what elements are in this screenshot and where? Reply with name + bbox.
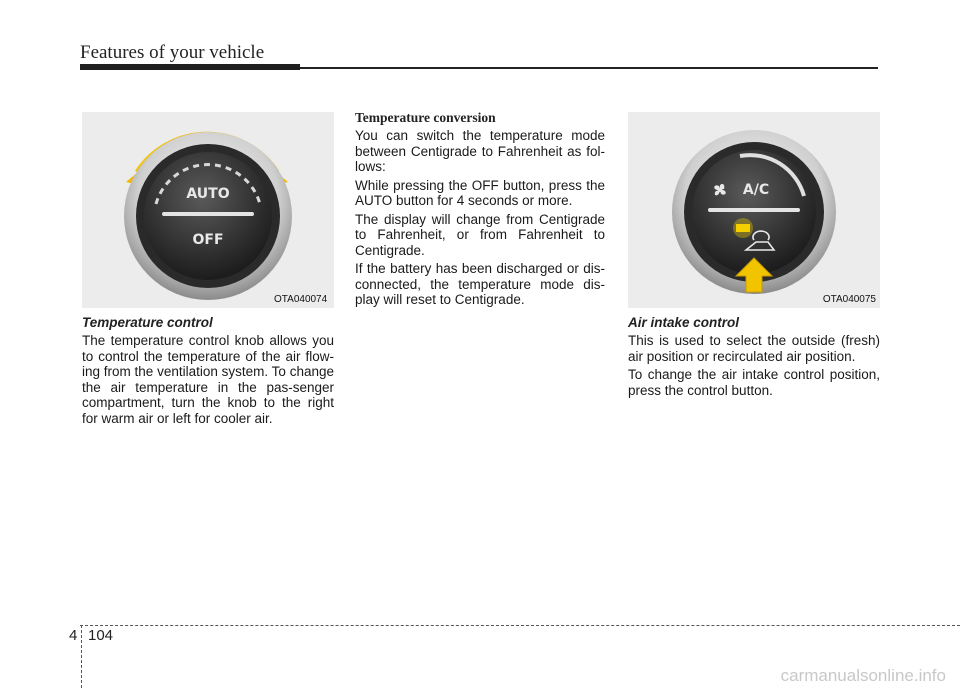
air-intake-paragraph-2: To change the air intake control position, press the control button. [628,367,880,398]
conversion-paragraph-3: The display will change from Centigrade to Fahrenheit, or from Fahrenheit to Centigrade. [355,211,605,258]
header-rule-accent [80,64,300,70]
auto-button-label: AUTO [186,186,230,202]
figure-code: OTA040074 [274,294,328,305]
temperature-control-paragraph: The temperature control knob allows you to control the temperature of the air flow-ing from the ventilation system. To change the air temperature in the pas-senger compartment, turn the knob to the right for warm air or left for cooler air. [82,333,334,426]
watermark: carmanualsonline.info [780,666,946,685]
air-intake-illustration [628,112,880,308]
air-intake-text [628,333,880,401]
temperature-knob-figure [82,112,334,308]
figure-code: OTA040075 [822,294,876,305]
footer-rule [80,625,960,626]
air-intake-paragraph-1: This is used to select the outside (fresh) air position or recirculated air position. [628,333,880,364]
temperature-control-text [82,333,334,429]
temperature-control-heading: Temperature control [82,315,213,330]
temperature-knob-illustration [82,112,334,308]
temperature-conversion-text [355,128,605,311]
page-header-title: Features of your vehicle [80,42,265,63]
off-button-label: OFF [192,232,224,248]
ac-button-label: A/C [742,182,770,198]
air-intake-figure [628,112,880,308]
air-intake-heading: Air intake control [628,315,740,330]
conversion-paragraph-2: While pressing the OFF button, press the AUTO button for 4 seconds or more. [355,177,605,208]
conversion-paragraph-4: If the battery has been discharged or dis-connected, the temperature mode dis-play will reset to Centigrade. [355,261,605,307]
chapter-number: 4 [69,627,78,644]
conversion-paragraph-1: You can switch the temperature mode between Centigrade to Fahrenheit as fol-lows: [355,128,605,174]
temperature-conversion-heading: Temperature conversion [355,110,496,125]
footer-divider [81,625,82,688]
page-number: 104 [88,627,114,644]
